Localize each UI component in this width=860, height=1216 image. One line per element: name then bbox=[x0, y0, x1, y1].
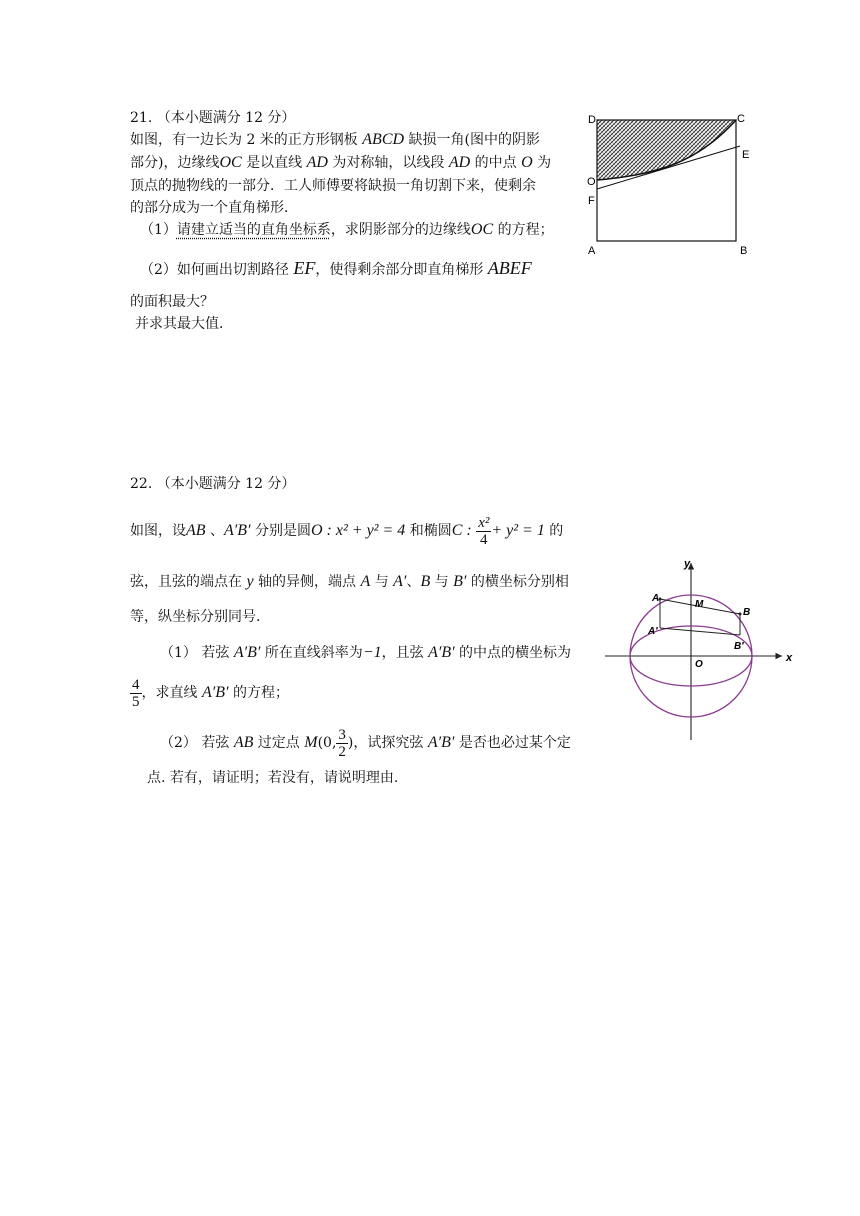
label-O: O bbox=[587, 176, 596, 188]
q22-header: 22. （本小题满分 12 分） bbox=[130, 476, 296, 492]
label-B: B bbox=[740, 245, 748, 257]
q22-line3: 等，纵坐标分别同号. bbox=[130, 609, 261, 625]
q21-part2-cont2: 并求其最大值． bbox=[135, 316, 233, 332]
label-x: x bbox=[786, 652, 793, 664]
label-C: C bbox=[737, 113, 745, 125]
q21-header: 21. （本小题满分 12 分） bbox=[130, 110, 296, 126]
frac-3-over-2: $\frac{3}{2}$ bbox=[338, 726, 346, 760]
q22-figure bbox=[600, 555, 800, 745]
q21-part2: （2）如何画出切割路径 EF，使得剩余部分即直角梯形 ABEF bbox=[140, 258, 532, 278]
label-A: A bbox=[588, 245, 596, 257]
label-F: F bbox=[588, 195, 595, 207]
q21-part2-cont: 的面积最大？ bbox=[130, 294, 214, 310]
label-a-prime: A′ bbox=[648, 626, 658, 637]
label-a: A bbox=[652, 593, 660, 604]
point-b bbox=[739, 613, 742, 616]
label-y: y bbox=[684, 558, 691, 570]
q22-part1-cont: $\frac{4}{5}$ ，求直线 A′B′ 的方程； bbox=[132, 676, 289, 710]
q22-part1: （1） 若弦 A′B′ 所在直线斜率为−1，且弦 A′B′ 的中点的横坐标为 bbox=[160, 644, 572, 661]
label-origin: O bbox=[695, 659, 703, 670]
label-m: M bbox=[695, 599, 704, 610]
q21-line2: 部分)，边缘线OC 是以直线 AD 为对称轴，以线段 AD 的中点 O 为 bbox=[130, 154, 552, 171]
q21-part1: （1）请建立适当的直角坐标系，求阴影部分的边缘线OC 的方程； bbox=[140, 221, 554, 238]
q22-part2: （2） 若弦 AB 过定点 M(0, $\frac{3}{2}$ )，试探究弦 A′B′ 是否也必过某个定 bbox=[160, 726, 571, 760]
q21-figure bbox=[580, 110, 760, 260]
q21-line1: 如图，有一边长为 2 米的正方形钢板 ABCD 缺损一角(图中的阴影 bbox=[130, 131, 540, 148]
q21-line3: 顶点的抛物线的一部分．工人师傅要将缺损一角切割下来，使剩余 bbox=[130, 178, 536, 194]
frac-x2-over-4: $\frac{\text{x²}}{4}$ bbox=[478, 514, 490, 548]
label-E: E bbox=[742, 149, 750, 161]
q22-part2-cont: 点. 若有，请证明；若没有，请说明理由. bbox=[147, 770, 399, 786]
q21-line4: 的部分成为一个直角梯形． bbox=[130, 200, 298, 216]
label-b-prime: B′ bbox=[734, 641, 744, 652]
q22-line2: 弦，且弦的端点在 y 轴的异侧，端点 A 与 A′、B 与 B′ 的横坐标分别相 bbox=[130, 573, 569, 590]
label-D: D bbox=[588, 114, 596, 126]
q22-line1: 如图，设AB 、A′B′ 分别是圆O : x² + y² = 4 和椭圆C : $\frac{\text{x²}}{4}$ + y² = 1 的 bbox=[130, 514, 564, 548]
frac-4-over-5: $\frac{4}{5}$ bbox=[132, 676, 140, 710]
shaded-region bbox=[597, 120, 736, 180]
label-b: B bbox=[743, 607, 751, 618]
